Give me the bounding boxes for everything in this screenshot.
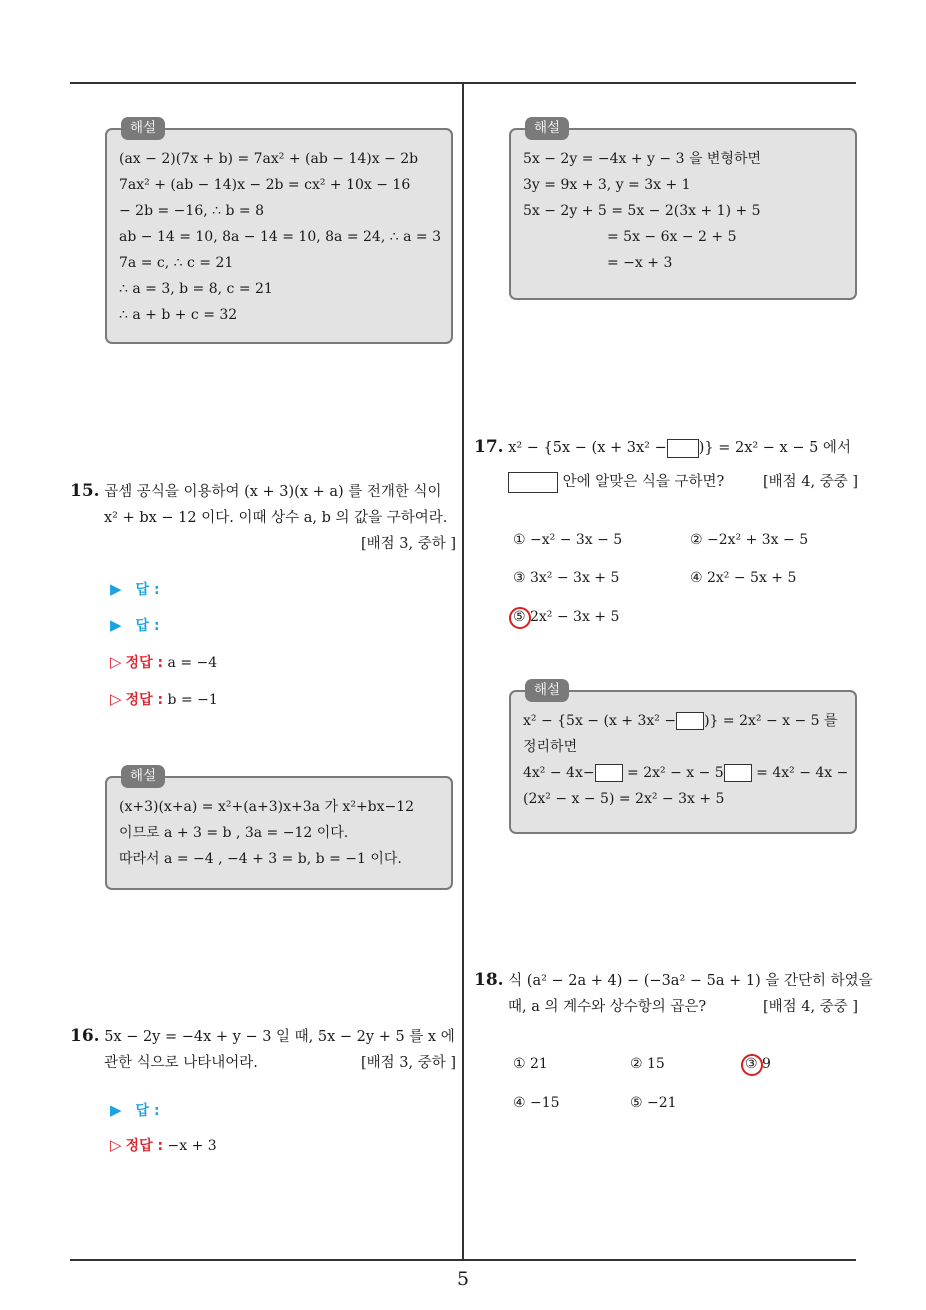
answer-mark-circle [741, 1054, 763, 1076]
bottom-rule [70, 1259, 856, 1261]
explanation-box-15 [105, 768, 453, 890]
explanation-line: 4x² − 4x− [523, 765, 595, 781]
option-2[interactable]: ② −2x² + 3x − 5 [690, 532, 809, 548]
answer-field-2[interactable] [110, 615, 160, 636]
correct-value: a = −4 [167, 655, 218, 671]
question-points: [배점 4, 중중 ] [762, 474, 858, 490]
question-points: [배점 3, 중하 ] [360, 536, 456, 552]
question-number: 17. [474, 437, 504, 457]
question-text: x² − {5x − (x + 3x² − [508, 440, 667, 456]
question-text: 5x − 2y = −4x + y − 3 일 때, 5x − 2y + 5 를 x 에 [104, 1029, 455, 1045]
explanation-line: 5x − 2y = −4x + y − 3 을 변형하면 [523, 151, 762, 167]
option-2[interactable]: ② 15 [630, 1056, 665, 1072]
explanation-line: (x+3)(x+a) = x²+(a+3)x+3a 가 x²+bx−12 [119, 799, 415, 815]
answer-field-1[interactable] [110, 579, 160, 600]
play-icon: ▶ [110, 580, 122, 598]
question-text: 때, a 의 계수와 상수항의 곱은? [508, 999, 707, 1015]
explanation-line: ∴ a + b + c = 32 [119, 307, 238, 323]
explanation-line: )} = 2x² − x − 5 를 [704, 713, 838, 729]
question-text: x² + bx − 12 이다. 이때 상수 a, b 의 값을 구하여라. [104, 510, 448, 526]
correct-value: −x + 3 [167, 1138, 217, 1154]
question-points: [배점 3, 중하 ] [360, 1055, 456, 1071]
explanation-tag: 해설 [121, 765, 165, 788]
answer-field-1[interactable] [110, 1100, 160, 1121]
answer-label: 답 : [135, 582, 160, 598]
answer-label: 답 : [135, 618, 160, 634]
play-icon: ▶ [110, 1101, 122, 1119]
question-text: 안에 알맞은 식을 구하면? [562, 474, 725, 490]
explanation-line: (ax − 2)(7x + b) = 7ax² + (ab − 14)x − 2b [119, 151, 419, 167]
explanation-line: = 5x − 6x − 2 + 5 [607, 229, 737, 245]
explanation-line: − 2b = −16, ∴ b = 8 [119, 203, 264, 219]
explanation-box-17 [509, 682, 857, 834]
explanation-line: 이므로 a + 3 = b , 3a = −12 이다. [119, 825, 349, 841]
explanation-tag: 해설 [525, 679, 569, 702]
explanation-line: (2x² − x − 5) = 2x² − 3x + 5 [523, 791, 725, 807]
triangle-outline-icon: ▷ [110, 1136, 122, 1154]
blank-box [508, 472, 558, 493]
option-3[interactable]: ③ 3x² − 3x + 5 [513, 570, 620, 586]
question-16 [70, 1023, 456, 1076]
play-icon: ▶ [110, 616, 122, 634]
explanation-line: = 2x² − x − 5 [627, 765, 724, 781]
question-17 [474, 434, 858, 495]
correct-label: 정답 : [125, 692, 164, 708]
question-points: [배점 4, 중중 ] [762, 999, 858, 1015]
correct-answer [110, 652, 217, 673]
question-18 [474, 967, 873, 1020]
question-text: 곱셈 공식을 이용하여 (x + 3)(x + a) 를 전개한 식이 [104, 484, 442, 500]
triangle-outline-icon: ▷ [110, 690, 122, 708]
question-text: )} = 2x² − x − 5 에서 [698, 440, 851, 456]
question-text: 식 (a² − 2a + 4) − (−3a² − 5a + 1) 을 간단히 하였을 [508, 973, 873, 989]
explanation-tag: 해설 [121, 117, 165, 140]
blank-box [676, 712, 704, 730]
option-5[interactable]: ⑤ 2x² − 3x + 5 [513, 609, 620, 625]
correct-answer [110, 689, 218, 710]
option-4[interactable]: ④ −15 [513, 1095, 560, 1111]
question-text: 관한 식으로 나타내어라. [104, 1055, 258, 1071]
explanation-box-16 [509, 120, 857, 300]
page-number: 5 [456, 1268, 470, 1290]
question-number: 15. [70, 481, 100, 501]
answer-mark-circle [509, 607, 531, 629]
explanation-line: x² − {5x − (x + 3x² − [523, 713, 677, 729]
explanation-line: 7ax² + (ab − 14)x − 2b = cx² + 10x − 16 [119, 177, 411, 193]
answer-label: 답 : [135, 1103, 160, 1119]
option-3[interactable]: ③ 9 [745, 1056, 771, 1072]
explanation-line: 3y = 9x + 3, y = 3x + 1 [523, 177, 691, 193]
option-1[interactable]: ① 21 [513, 1056, 548, 1072]
option-4[interactable]: ④ 2x² − 5x + 5 [690, 570, 797, 586]
explanation-line: 5x − 2y + 5 = 5x − 2(3x + 1) + 5 [523, 203, 761, 219]
explanation-line: ∴ a = 3, b = 8, c = 21 [119, 281, 273, 297]
question-number: 16. [70, 1026, 100, 1046]
triangle-outline-icon: ▷ [110, 653, 122, 671]
explanation-line: ab − 14 = 10, 8a − 14 = 10, 8a = 24, ∴ a = 3 [119, 229, 441, 245]
correct-value: b = −1 [167, 692, 218, 708]
question-number: 18. [474, 970, 504, 990]
correct-label: 정답 : [125, 655, 164, 671]
correct-label: 정답 : [125, 1138, 164, 1154]
correct-answer [110, 1135, 217, 1156]
blank-box [667, 439, 699, 458]
explanation-line: 7a = c, ∴ c = 21 [119, 255, 234, 271]
explanation-tag: 해설 [525, 117, 569, 140]
blank-box [595, 764, 623, 782]
option-1[interactable]: ① −x² − 3x − 5 [513, 532, 623, 548]
option-5[interactable]: ⑤ −21 [630, 1095, 677, 1111]
explanation-line: = −x + 3 [607, 255, 673, 271]
question-15 [70, 478, 456, 557]
explanation-box-14 [105, 120, 453, 344]
explanation-line: = 4x² − 4x − [756, 765, 849, 781]
blank-box [724, 764, 752, 782]
explanation-line: 정리하면 [523, 739, 578, 755]
explanation-line: 따라서 a = −4 , −4 + 3 = b, b = −1 이다. [119, 851, 402, 867]
column-divider [462, 83, 464, 1260]
